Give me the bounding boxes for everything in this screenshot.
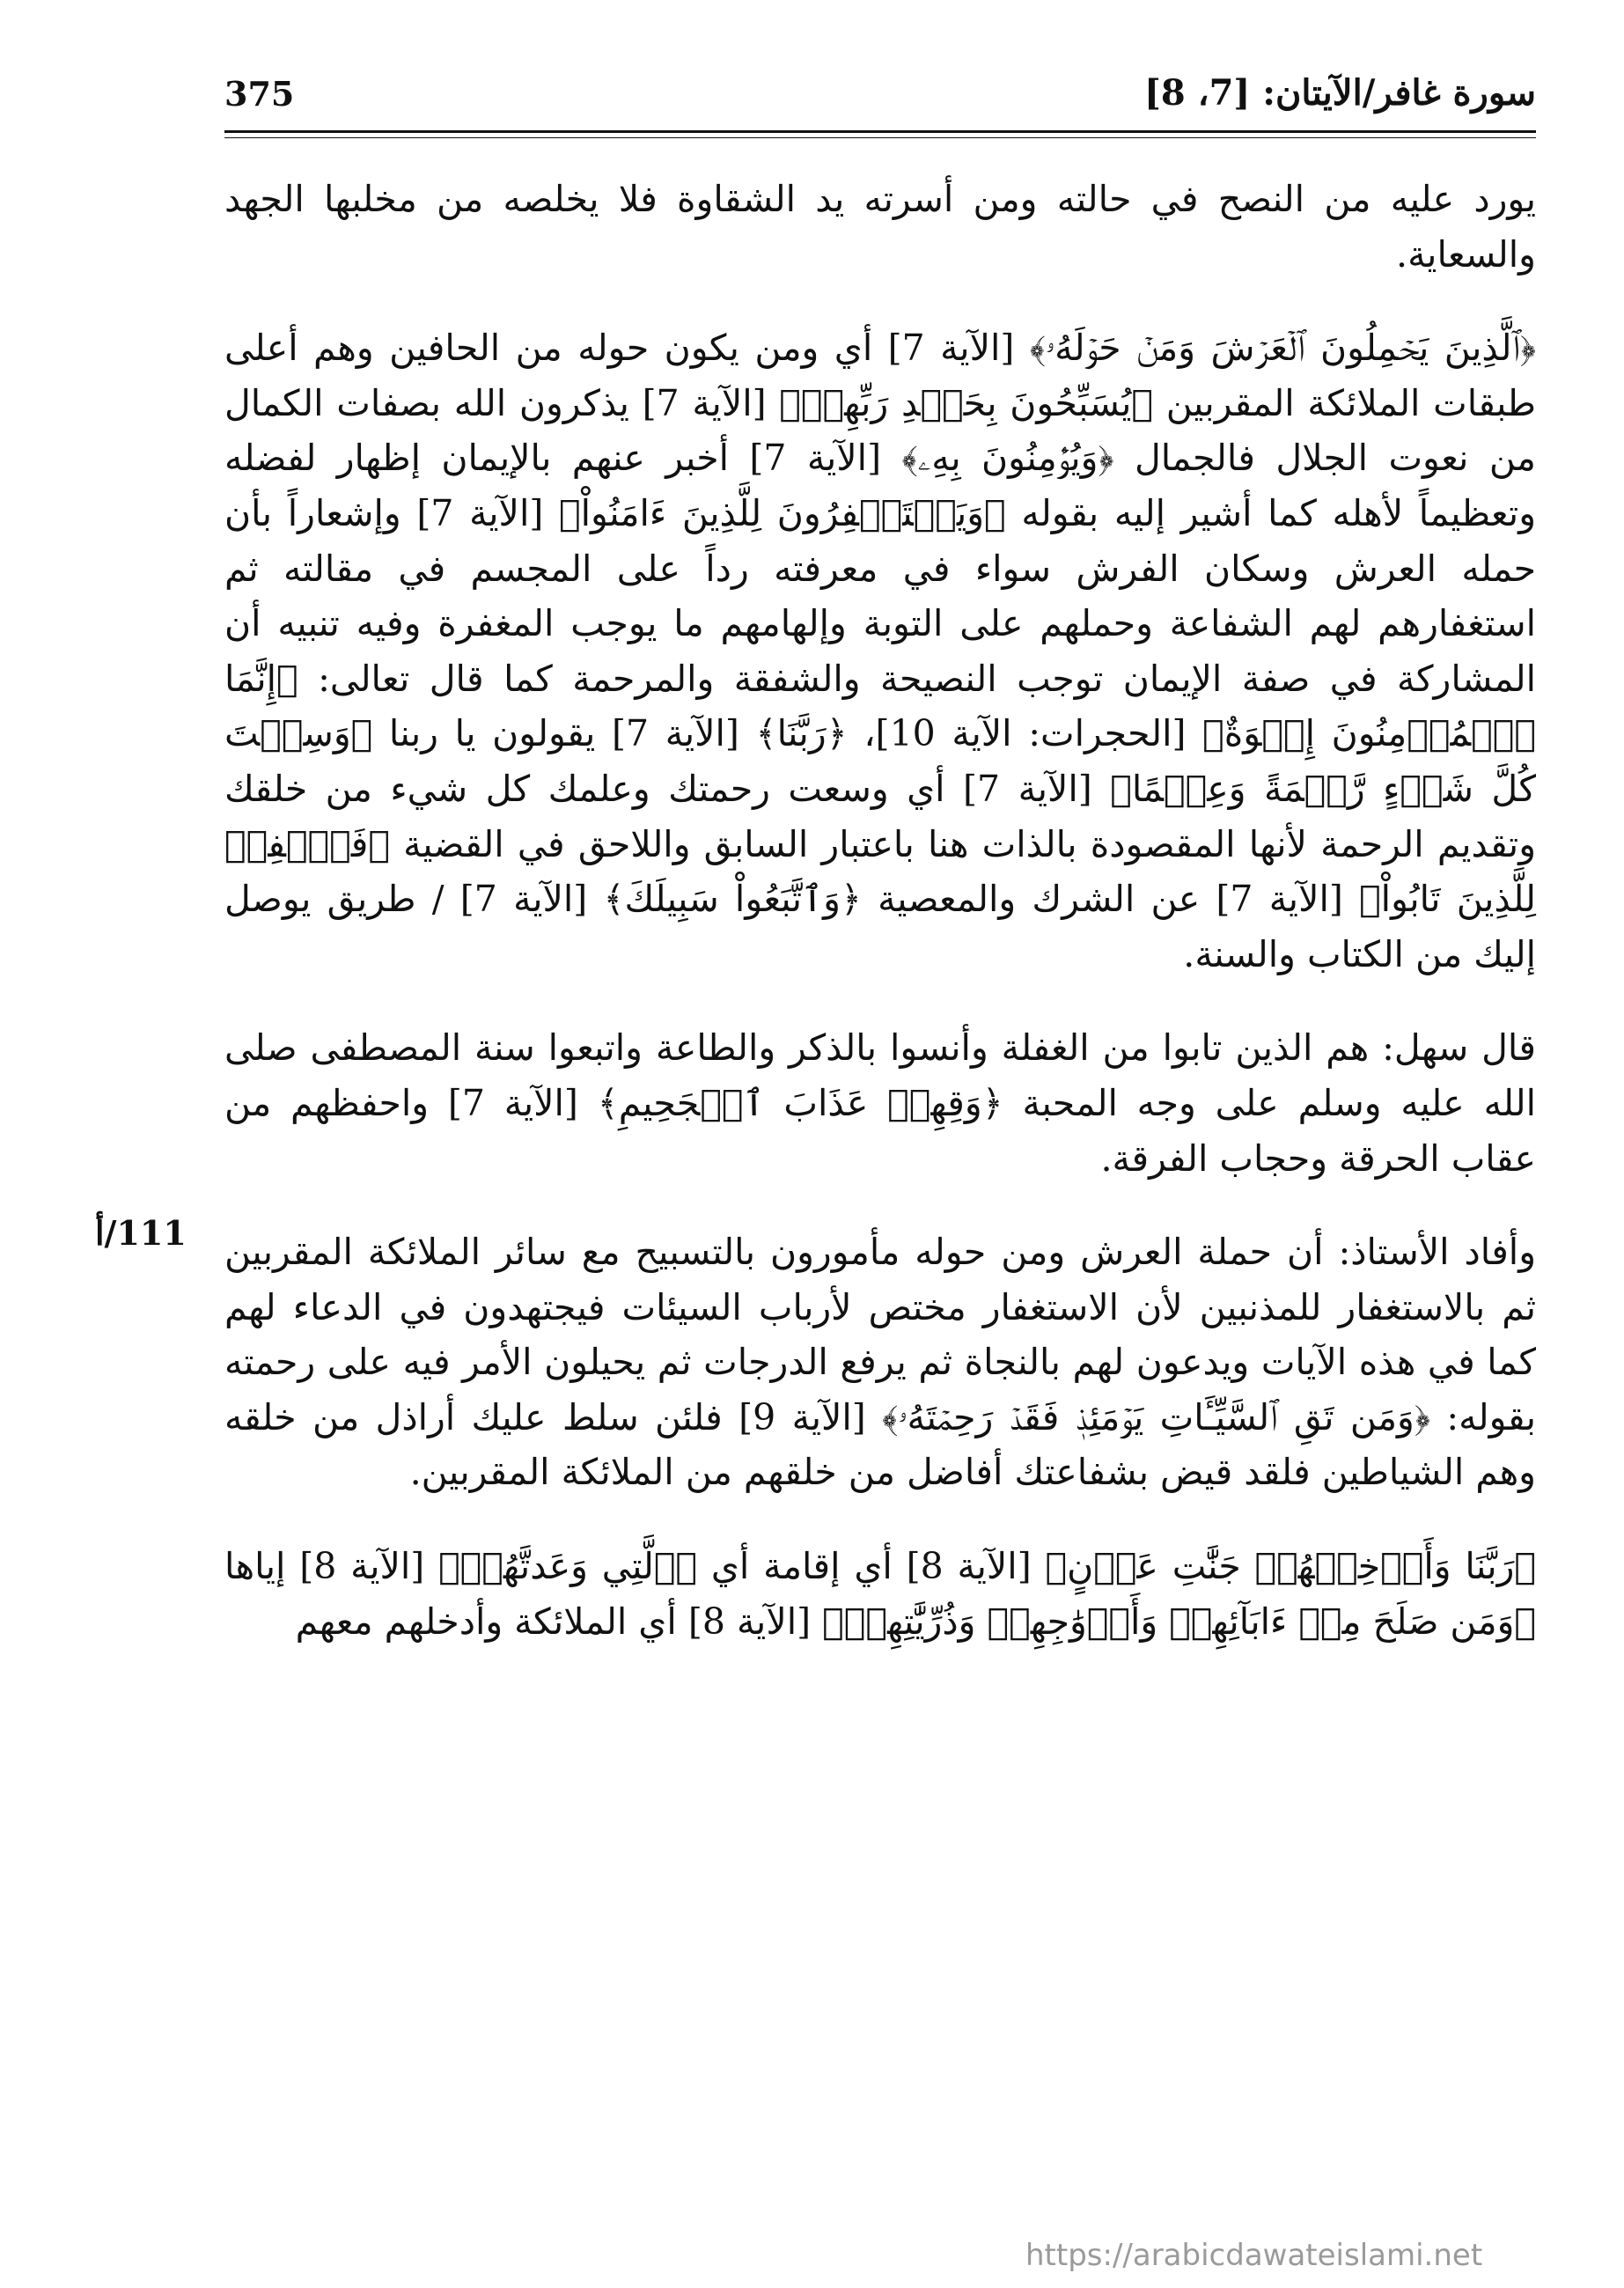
header-rule-thick: [224, 130, 1536, 133]
paragraph-2: ﴿ٱلَّذِينَ يَحۡمِلُونَ ٱلۡعَرۡشَ وَمَنۡ حَوۡلَهُۥ﴾ [الآية 7] أي ومن يكون حوله من الحافين وهم أعلى طبقات الملائكة المقربين ﴿يُسَبِّحُونَ بِحَمۡدِ رَبِّهِمۡ﴾ [الآية 7] يذكرون الله بصفات الكمال من نعوت الجلال فالجمال ﴿وَيُؤۡمِنُونَ بِهِۦ﴾ [الآية 7] أخبر عنهم بالإيمان إظهار لفضله وتعظيماً لأهله كما أشير إليه بقوله ﴿وَيَسۡتَغۡفِرُونَ لِلَّذِينَ ءَامَنُواْ﴾ [الآية 7] وإشعاراً بأن حمله العرش وسكان الفرش سواء في معرفته رداً على المجسم في مقالته ثم استغفارهم لهم الشفاعة وحملهم على التوبة وإلهامهم ما يوجب المغفرة وفيه تنبيه أن المشاركة في صفة الإيمان توجب النصيحة والشفقة والمرحمة كما قال تعالى: ﴿إِنَّمَا ٱلۡمُؤۡمِنُونَ إِخۡوَةٌ﴾ [الحجرات: الآية 10]، ﴿رَبَّنَا﴾ [الآية 7] يقولون يا ربنا ﴿وَسِعۡتَ كُلَّ شَيۡءٍ رَّحۡمَةً وَعِلۡمًا﴾ [الآية 7] أي وسعت رحمتك وعلمك كل شيء من خلقك وتقديم الرحمة لأنها المقصودة بالذات هنا باعتبار السابق واللاحق في القضية ﴿فَٱغۡفِرۡ لِلَّذِينَ تَابُواْ﴾ [الآية 7] عن الشرك والمعصية ﴿وَٱتَّبَعُواْ سَبِيلَكَ﴾ [الآية 7] / طريق يوصل إليك من الكتاب والسنة.: [224, 327, 1537, 975]
running-title: سورة غافر/الآيتان: [7، 8]: [1143, 72, 1536, 114]
paragraph-3: قال سهل: هم الذين تابوا من الغفلة وأنسوا بالذكر والطاعة واتبعوا سنة المصطفى صلى الله عليه وسلم على وجه المحبة ﴿وَقِهِمۡ عَذَابَ ٱلۡجَحِيمِ﴾ [الآية 7] واحفظهم من عقاب الحرقة وحجاب الفرقة.: [224, 1026, 1537, 1180]
page-number: 375: [224, 74, 295, 114]
paragraph-4: وأفاد الأستاذ: أن حملة العرش ومن حوله مأمورون بالتسبيح مع سائر الملائكة المقربين ثم بالاستغفار للمذنبين لأن الاستغفار مختص لأرباب السيئات فيجتهدون في الدعاء لهم كما في هذه الآيات ويدعون لهم بالنجاة ثم يرفع الدرجات ثم يحيلون الأمر فيه على رحمته بقوله: ﴿وَمَن تَقِ ٱلسَّيِّـَٔاتِ يَوۡمَئِذٖ فَقَدۡ رَحِمۡتَهُۥ﴾ [الآية 9] فلئن سلط عليك أراذل من خلقه وهم الشياطين فلقد قيض بشفاعتك أفاضل من خلقهم من الملائكة المقربين.: [224, 1231, 1536, 1494]
paragraph-1: يورد عليه من النصح في حالته ومن أسرته يد الشقاوة فلا يخلصه من مخلبها الجهد والسعاية.: [224, 178, 1536, 276]
paragraph-5: ﴿رَبَّنَا وَأَدۡخِلۡهُمۡ جَنَّٰتِ عَدۡنٍ﴾ [الآية 8] أي إقامة أي ﴿ٱلَّتِي وَعَدتَّهُمۡ﴾ [الآية 8] إياها ﴿وَمَن صَلَحَ مِنۡ ءَابَآئِهِمۡ وَأَزۡوَٰجِهِمۡ وَذُرِّيَّٰتِهِمۡ﴾ [الآية 8] أي الملائكة وأدخلهم معهم: [224, 1545, 1537, 1643]
watermark-url: https://arabicdawateislami.net: [1025, 2238, 1483, 2273]
body-text: [224, 172, 1536, 1649]
manuscript-folio-marker: 111/أ: [95, 1213, 187, 1253]
header-rule-thin: [224, 137, 1536, 138]
page-header: [224, 72, 1536, 125]
